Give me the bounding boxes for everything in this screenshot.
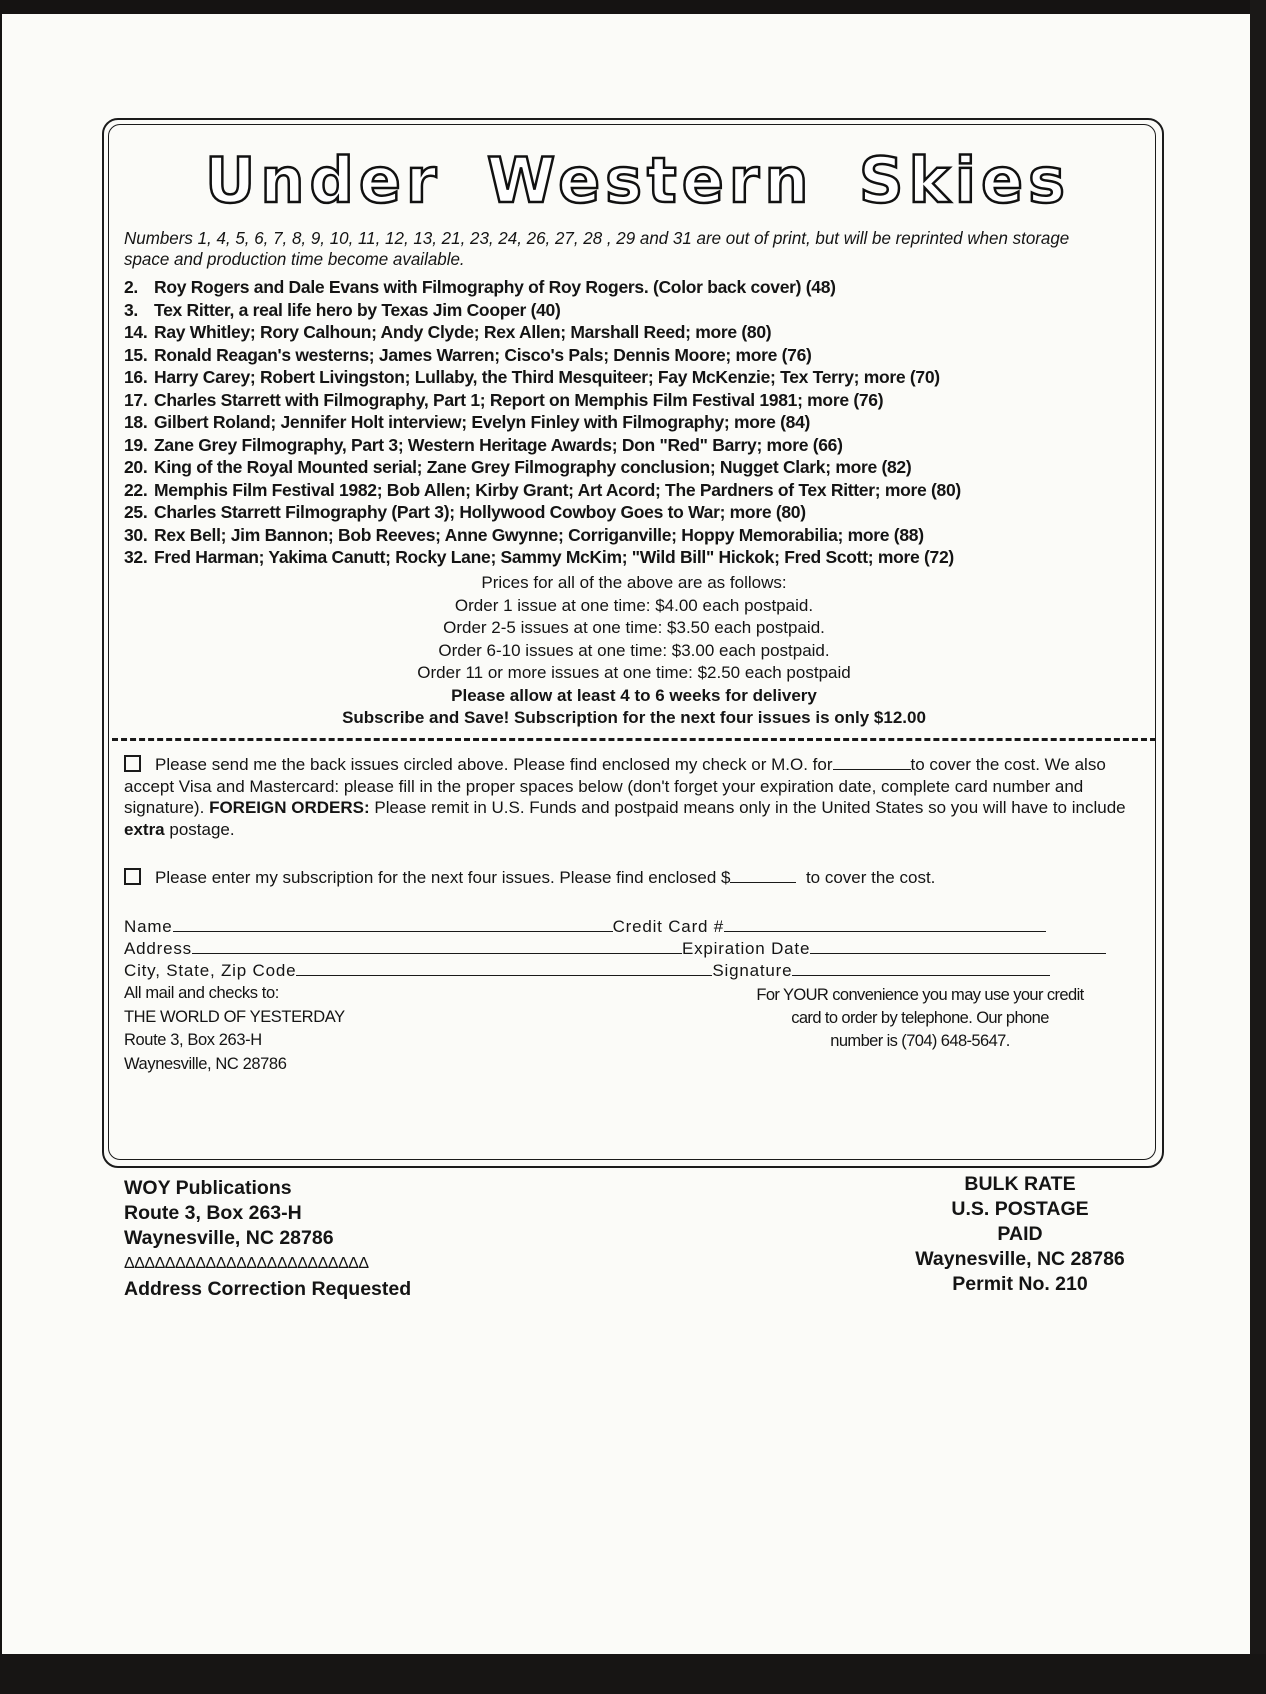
credit-card-label: Credit Card # [612, 917, 725, 936]
name-field[interactable] [173, 915, 613, 932]
title-word: Under [205, 143, 442, 217]
mail-line: Route 3, Box 263-H [124, 1031, 262, 1049]
issue-item[interactable]: 15. Ronald Reagan's westerns; James Warren; Cisco's Pals; Dennis Moore; more (76) [124, 344, 812, 365]
price-schedule [114, 572, 1154, 730]
postage-indicia [900, 1172, 1140, 1297]
issue-item[interactable]: 19. Zane Grey Filmography, Part 3; Western Heritage Awards; Don "Red" Barry; more (66) [124, 434, 843, 455]
page-edge-shadow [1250, 0, 1266, 1694]
back-issue-order-option [124, 754, 1134, 840]
triangle-rule: ΔΔΔΔΔΔΔΔΔΔΔΔΔΔΔΔΔΔΔΔΔΔΔΔ [124, 1255, 369, 1272]
sender-line: Waynesville, NC 28786 [124, 1227, 334, 1249]
price-tier: Order 6-10 issues at one time: $3.00 each postpaid. [438, 640, 830, 660]
city-signature-row [124, 959, 1134, 981]
subscription-text: Please enter my subscription for the next four issues. Please find enclosed $ [155, 868, 731, 887]
issue-item[interactable]: 25. Charles Starrett Filmography (Part 3); Hollywood Cowboy Goes to War; more (80) [124, 502, 806, 522]
price-tier: Order 11 or more issues at one time: $2.50 each postpaid [417, 663, 851, 682]
mailing-address [124, 982, 345, 1076]
back-issues-text-cont: to cover the cost. We also accept Visa and Mastercard: please fill in the proper spaces below (don't forget your expiration date, complete card number and signature). [124, 755, 1106, 817]
masthead-title [150, 140, 1110, 220]
mail-line: Waynesville, NC 28786 [124, 1054, 287, 1073]
sender-line: WOY Publications [124, 1177, 292, 1199]
subscription-option [124, 868, 1134, 888]
address-correction: Address Correction Requested [124, 1278, 412, 1300]
issue-item[interactable]: 2. Roy Rogers and Dale Evans with Filmography of Roy Rogers. (Color back cover) (48) [124, 277, 836, 297]
city-field[interactable] [296, 959, 712, 976]
issue-item[interactable]: 30. Rex Bell; Jim Bannon; Bob Reeves; Anne Gwynne; Corriganville; Hoppy Memorabilia; more (88) [124, 524, 924, 545]
foreign-orders-label: FOREIGN ORDERS: [209, 798, 370, 817]
issue-item[interactable]: 16. Harry Carey; Robert Livingston; Lullaby, the Third Mesquiteer; Fay McKenzie; Tex Terry; more (70) [124, 367, 940, 387]
postage-line: PAID [997, 1223, 1043, 1245]
price-intro: Prices for all of the above are as follows: [481, 573, 787, 592]
phone-line: number is (704) 648-5647. [830, 1032, 1010, 1050]
expiration-label: Expiration Date [681, 939, 811, 958]
expiration-field[interactable] [810, 937, 1106, 954]
scan-background [0, 1654, 1266, 1694]
issue-item[interactable]: 32. Fred Harman; Yakima Canutt; Rocky Lane; Sammy McKim; "Wild Bill" Hickok; Fred Scott; more (72) [124, 547, 954, 567]
name-label: Name [124, 917, 173, 936]
address-field[interactable] [192, 937, 682, 954]
back-issues-text: Please send me the back issues circled above. Please find enclosed my check or M.O. for [155, 755, 833, 774]
price-tier: Order 1 issue at one time: $4.00 each postpaid. [454, 595, 814, 615]
signature-label: Signature [712, 961, 793, 980]
address-label: Address [124, 939, 192, 958]
name-card-row [124, 915, 1134, 937]
back-issue-list [124, 276, 1124, 569]
postage-line: U.S. POSTAGE [951, 1198, 1089, 1220]
foreign-orders-text: Please remit in U.S. Funds and postpaid means only in the United States so you will have to include [374, 798, 1126, 817]
subscription-amount-blank[interactable] [730, 868, 796, 883]
phone-order-note [700, 984, 1140, 1053]
subscription-checkbox[interactable] [124, 868, 141, 885]
title-word: Western [486, 143, 814, 217]
sender-line: Route 3, Box 263-H [124, 1202, 302, 1224]
issue-item[interactable]: 22. Memphis Film Festival 1982; Bob Allen; Kirby Grant; Art Acord; The Pardners of Tex Ritter; more (80) [124, 479, 961, 500]
foreign-orders-text-end: postage. [169, 819, 235, 839]
title-word: Skies [858, 143, 1070, 217]
back-issues-checkbox[interactable] [124, 755, 141, 772]
mail-line: THE WORLD OF YESTERDAY [124, 1007, 345, 1026]
out-of-print-note: Numbers 1, 4, 5, 6, 7, 8, 9, 10, 11, 12, 13, 21, 23, 24, 26, 27, 28 , 29 and 31 are out of print, but will be reprinted when storage space and production time become available. [124, 228, 1070, 269]
postage-line: Waynesville, NC 28786 [915, 1248, 1125, 1270]
foreign-extra: extra [124, 819, 165, 839]
price-tier: Order 2-5 issues at one time: $3.50 each postpaid. [443, 618, 825, 637]
subscription-offer: Subscribe and Save! Subscription for the next four issues is only $12.00 [342, 708, 926, 727]
issue-item[interactable]: 17. Charles Starrett with Filmography, Part 1; Report on Memphis Film Festival 1981; more (76) [124, 389, 884, 410]
postage-line: BULK RATE [964, 1173, 1076, 1195]
city-label: City, State, Zip Code [124, 961, 297, 980]
issue-item[interactable]: 20. King of the Royal Mounted serial; Zane Grey Filmography conclusion; Nugget Clark; more (82) [124, 457, 912, 477]
return-address [124, 1176, 411, 1302]
mail-heading: All mail and checks to: [124, 984, 279, 1002]
issue-item[interactable]: 14. Ray Whitley; Rory Calhoun; Andy Clyde; Rex Allen; Marshall Reed; more (80) [124, 322, 772, 342]
phone-line: For YOUR convenience you may use your credit [756, 986, 1084, 1004]
delivery-note: Please allow at least 4 to 6 weeks for delivery [451, 685, 817, 705]
subscription-text-end: to cover the cost. [805, 868, 936, 887]
credit-card-field[interactable] [724, 915, 1046, 932]
signature-field[interactable] [792, 959, 1050, 976]
issue-item[interactable]: 3. Tex Ritter, a real life hero by Texas Jim Cooper (40) [124, 299, 561, 320]
cut-line [112, 738, 1156, 741]
address-expiration-row [124, 937, 1134, 959]
postage-line: Permit No. 210 [952, 1273, 1088, 1295]
amount-blank[interactable] [833, 755, 911, 770]
phone-line: card to order by telephone. Our phone [791, 1009, 1049, 1027]
issue-item[interactable]: 18. Gilbert Roland; Jennifer Holt interview; Evelyn Finley with Filmography; more (84) [124, 412, 811, 432]
